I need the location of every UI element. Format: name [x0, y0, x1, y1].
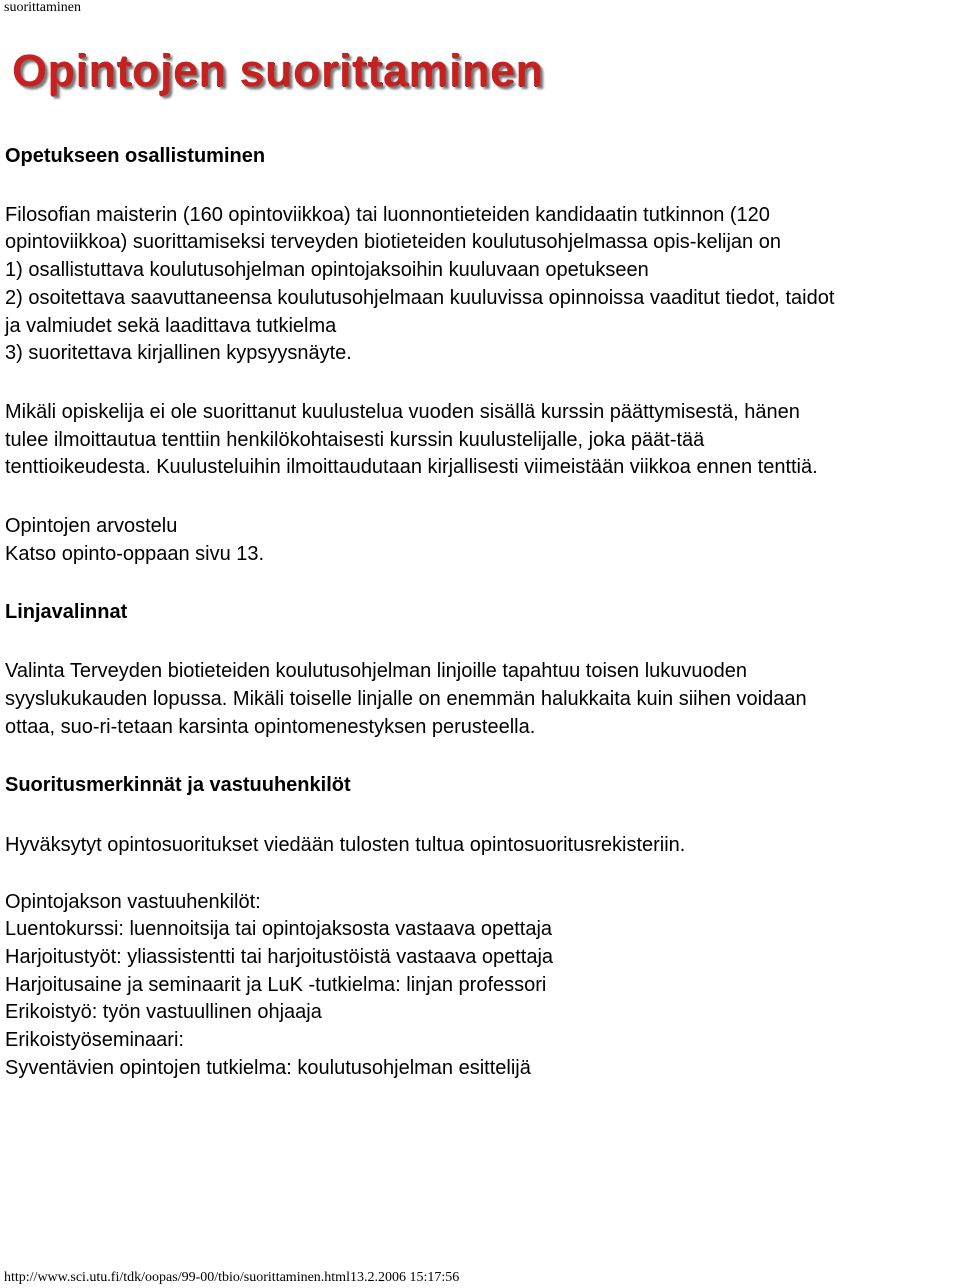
text-line: tenttioikeudesta. Kuulusteluihin ilmoittaudutaan kirjallisesti viimeistään viikkoa ennen tenttiä. [5, 456, 818, 479]
text-line: Filosofian maisterin (160 opintoviikkoa) tai luonnontieteiden kandidaatin tutkinnon (120 [5, 203, 770, 226]
text-line: tulee ilmoittautua tenttiin henkilökohtaisesti kurssin kuulustelijalle, joka päät-tää [5, 428, 705, 451]
text-line: Valinta Terveyden biotieteiden koulutusohjelman linjoille tapahtuu toisen lukuvuoden [5, 660, 747, 683]
grading-paragraph [5, 513, 960, 568]
list-item-continuation: ja valmiudet sekä laadittava tutkielma [5, 314, 337, 337]
text-line: opintoviikkoa) suorittamiseksi terveyden biotieteiden koulutusohjelmassa opis-kelijan on [5, 231, 781, 254]
main-content [5, 143, 960, 1083]
responsible-persons-list [5, 889, 960, 1083]
list-item: Harjoitusaine ja seminaarit ja LuK -tutkielma: linjan professori [5, 973, 547, 996]
print-header: suorittaminen [4, 0, 81, 15]
list-title: Opintojakson vastuuhenkilöt: [5, 890, 261, 913]
list-item: 1) osallistuttava koulutusohjelman opintojaksoihin kuuluvaan opetukseen [5, 259, 649, 282]
list-item: Syventävien opintojen tutkielma: koulutusohjelman esittelijä [5, 1056, 531, 1079]
list-item: 2) osoitettava saavuttaneensa koulutusohjelmaan kuuluvissa opinnoissa vaaditut tiedot, taidot [5, 286, 835, 309]
text-line: syyslukukauden lopussa. Mikäli toiselle linjalle on enemmän halukkaita kuin siihen voidaan [5, 687, 807, 710]
list-item: Luentokurssi: luennoitsija tai opintojaksosta vastaava opettaja [5, 918, 553, 941]
list-item: Harjoitustyöt: yliassistentti tai harjoitustöistä vastaava opettaja [5, 946, 554, 969]
heading-records: Suoritusmerkinnät ja vastuuhenkilöt [5, 774, 351, 797]
intro-paragraph [5, 202, 960, 368]
list-item: Erikoistyö: työn vastuullinen ohjaaja [5, 1001, 322, 1024]
list-item: 3) suoritettava kirjallinen kypsyysnäyte. [5, 342, 352, 365]
records-paragraph: Hyväksytyt opintosuoritukset viedään tulosten tultua opintosuoritusrekisteriin. [5, 833, 686, 856]
print-footer-url: http://www.sci.utu.fi/tdk/oopas/99-00/tbio/suorittaminen.html13.2.2006 15:17:56 [4, 1270, 460, 1285]
text-line: ottaa, suo-ri-tetaan karsinta opintomenestyksen perusteella. [5, 715, 536, 738]
grading-title: Opintojen arvostelu [5, 515, 178, 538]
page-title-banner: Opintojen suorittaminen [12, 45, 544, 96]
list-item: Erikoistyöseminaari: [5, 1029, 184, 1052]
grading-reference: Katso opinto-oppaan sivu 13. [5, 542, 265, 565]
text-line: Mikäli opiskelija ei ole suorittanut kuulustelua vuoden sisällä kurssin päättymisestä, hänen [5, 400, 800, 423]
heading-line-selection: Linjavalinnat [5, 601, 128, 624]
exam-paragraph [5, 399, 960, 482]
line-selection-paragraph [5, 658, 960, 741]
heading-participation: Opetukseen osallistuminen [5, 145, 266, 167]
